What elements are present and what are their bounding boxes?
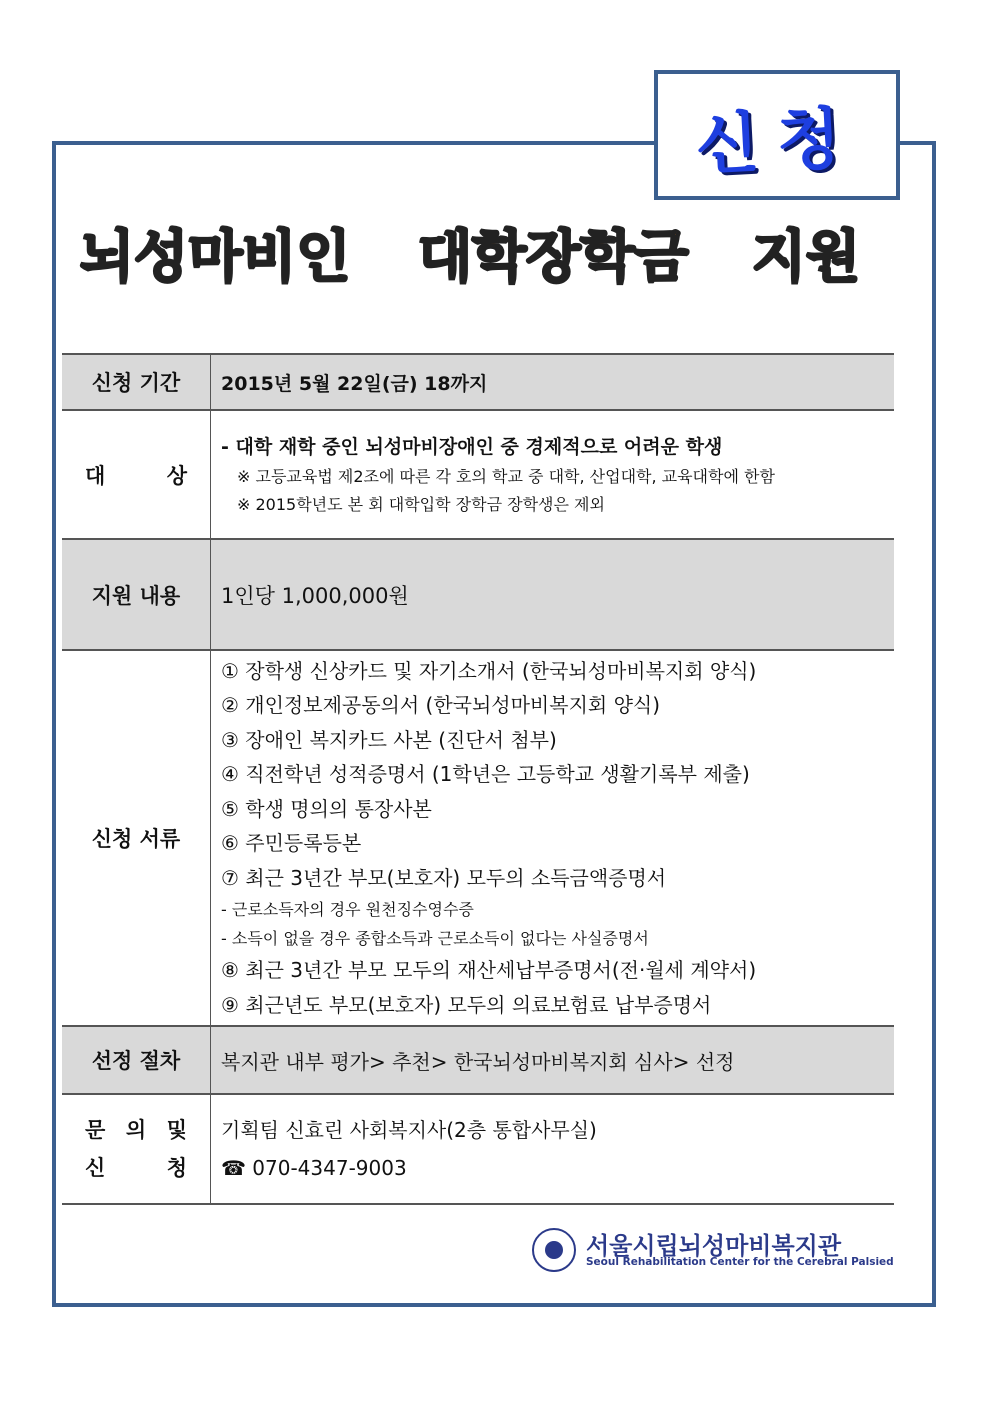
selection-value: 복지관 내부 평가> 추천> 한국뇌성마비복지회 심사> 선정 [211, 1026, 895, 1094]
doc-item: ④ 직전학년 성적증명서 (1학년은 고등학교 생활기록부 제출) [221, 762, 750, 787]
row-contact [62, 1094, 894, 1204]
target-content [211, 410, 895, 539]
org-footer [532, 1226, 892, 1276]
support-label: 지원 내용 [62, 539, 211, 650]
row-period [62, 354, 894, 410]
doc-subitem: - 소득이 없을 경우 종합소득과 근로소득이 없다는 사실증명서 [221, 929, 649, 949]
contact-label: 문 의 및 신 청 [62, 1094, 211, 1204]
stamp-text: 신청 [693, 98, 861, 184]
doc-item: ⑥ 주민등록등본 [221, 831, 362, 856]
phone-icon: ☎ [221, 1156, 246, 1180]
info-table [62, 353, 894, 1205]
contact-content [211, 1094, 895, 1204]
target-main: - 대학 재학 중인 뇌성마비장애인 중 경제적으로 어려운 학생 [221, 435, 723, 458]
documents-label: 신청 서류 [62, 650, 211, 1026]
doc-item: ⑦ 최근 3년간 부모(보호자) 모두의 소득금액증명서 [221, 865, 667, 890]
doc-item: ② 개인정보제공동의서 (한국뇌성마비복지회 양식) [221, 693, 661, 718]
doc-item: ⑨ 최근년도 부모(보호자) 모두의 의료보험료 납부증명서 [221, 992, 712, 1017]
target-note-2: ※ 2015학년도 본 회 대학입학 장학금 장학생은 제외 [237, 494, 605, 514]
doc-item: ⑤ 학생 명의의 통장사본 [221, 796, 432, 821]
contact-phone: 070-4347-9003 [252, 1156, 407, 1180]
target-note-1: ※ 고등교육법 제2조에 따른 각 호의 학교 중 대학, 산업대학, 교육대학에 한함 [237, 466, 775, 486]
period-value: 2015년 5월 22일(금) 18까지 [211, 354, 895, 410]
title-part-2: 대학장학금 [418, 225, 689, 290]
contact-phone-line [221, 1149, 893, 1187]
row-support [62, 539, 894, 650]
org-name-en: Seoul Rehabilitation Center for the Cerebral Palsied [586, 1256, 894, 1268]
apply-stamp [654, 70, 900, 200]
documents-list [211, 650, 895, 1026]
support-value: 1인당 1,000,000원 [211, 539, 895, 650]
selection-label: 선정 절차 [62, 1026, 211, 1094]
title-part-1: 뇌성마비인 [80, 225, 351, 290]
doc-item: ⑧ 최근 3년간 부모 모두의 재산세납부증명서(전·월세 계약서) [221, 958, 757, 983]
doc-subitem: - 근로소득자의 경우 원천징수영수증 [221, 900, 474, 920]
org-name-kr: 서울시립뇌성마비복지관 [586, 1232, 842, 1260]
title-part-3: 지원 [752, 225, 861, 290]
srccp-logo-icon [532, 1228, 576, 1272]
doc-item: ③ 장애인 복지카드 사본 (진단서 첨부) [221, 727, 557, 752]
period-label: 신청 기간 [62, 354, 211, 410]
poster-title [80, 218, 900, 298]
target-label: 대 상 [62, 410, 211, 539]
contact-person: 기획팀 신효린 사회복지사(2층 통합사무실) [221, 1118, 597, 1142]
doc-item: ① 장학생 신상카드 및 자기소개서 (한국뇌성마비복지회 양식) [221, 658, 757, 683]
row-selection [62, 1026, 894, 1094]
row-documents [62, 650, 894, 1026]
row-target [62, 410, 894, 539]
